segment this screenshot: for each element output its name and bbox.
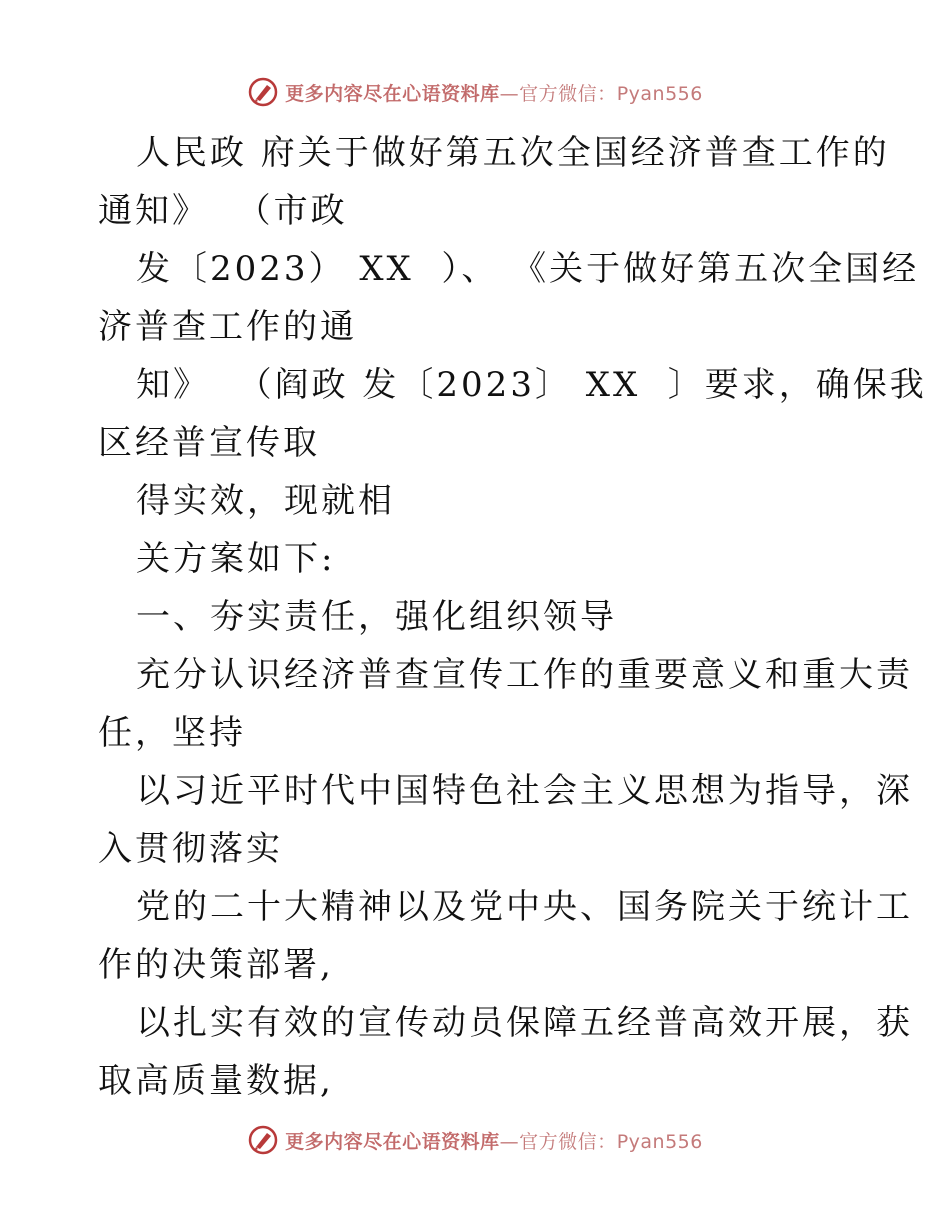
text-line: 区经普宣传取 bbox=[98, 423, 320, 463]
text-line: 充分认识经济普查宣传工作的重要意义和重大责 bbox=[136, 655, 913, 695]
text-line: 作的决策部署, bbox=[98, 945, 334, 985]
text-line: 任，坚持 bbox=[98, 713, 246, 753]
header-banner bbox=[0, 72, 950, 112]
text-line: 人民政 府关于做好第五次全国经济普查工作的 bbox=[136, 133, 890, 173]
banner-wechat-id: Pyan556 bbox=[616, 82, 703, 105]
section-heading: 一、夯实责任，强化组织领导 bbox=[136, 597, 617, 637]
banner-main-text: 更多内容尽在心语资料库 bbox=[285, 82, 500, 105]
banner-text bbox=[285, 79, 703, 106]
banner-wechat-id: Pyan556 bbox=[616, 1130, 703, 1153]
banner-wechat-label: 官方微信： bbox=[519, 1130, 617, 1153]
document-body bbox=[98, 124, 927, 1110]
text-line: 济普查工作的通 bbox=[98, 307, 357, 347]
text-line: 以习近平时代中国特色社会主义思想为指导，深 bbox=[136, 771, 913, 811]
text-line: 入贯彻落实 bbox=[98, 829, 283, 869]
text-line: 以扎实有效的宣传动员保障五经普高效开展，获 bbox=[136, 1003, 913, 1043]
pen-nib-logo-icon bbox=[247, 1124, 279, 1156]
text-line: 得实效，现就相 bbox=[136, 481, 395, 521]
text-line: 通知》 （市政 bbox=[98, 191, 348, 231]
banner-dash: — bbox=[499, 82, 520, 105]
banner-wechat-label: 官方微信： bbox=[519, 82, 617, 105]
text-line: 党的二十大精神以及党中央、国务院关于统计工 bbox=[136, 887, 913, 927]
pen-nib-logo-icon bbox=[247, 76, 279, 108]
footer-banner bbox=[0, 1120, 950, 1160]
banner-dash: — bbox=[499, 1130, 520, 1153]
text-line: 发〔2023） XX ）、 《关于做好第五次全国经 bbox=[136, 249, 920, 289]
banner-text bbox=[285, 1127, 703, 1154]
banner-main-text: 更多内容尽在心语资料库 bbox=[285, 1130, 500, 1153]
text-line: 关方案如下: bbox=[136, 539, 336, 579]
text-line: 知》 （阎政 发〔2023〕 XX 〕要求，确保我 bbox=[136, 365, 927, 405]
text-line: 取高质量数据, bbox=[98, 1061, 334, 1101]
